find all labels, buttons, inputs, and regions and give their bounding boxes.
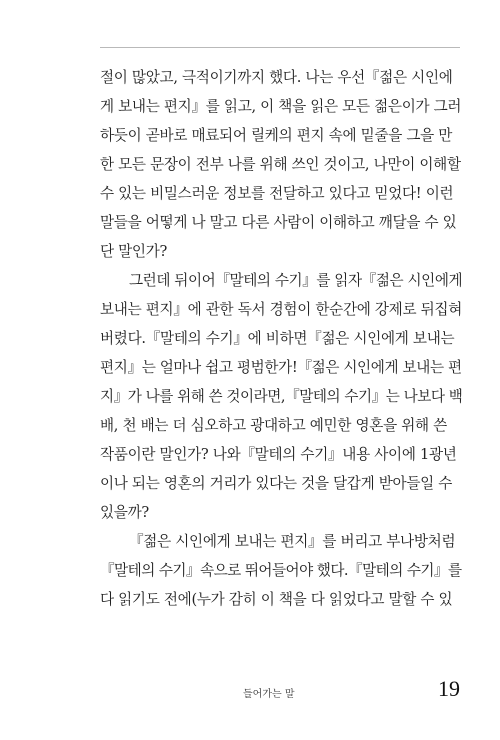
text-line: 수 있는 비밀스러운 정보를 전달하고 있다고 믿었다! 이런 [100, 185, 454, 202]
text-line: 말들을 어떻게 나 말고 다른 사람이 이해하고 깨달을 수 있 [100, 214, 457, 231]
text-line: 다 읽기도 전에(누가 감히 이 책을 다 읽었다고 말할 수 있 [100, 591, 453, 608]
text-line: 배, 천 배는 더 심오하고 광대하고 예민한 영혼을 위해 쓴 [100, 417, 447, 434]
text-line: 하듯이 곧바로 매료되어 릴케의 편지 속에 밑줄을 그을 만 [100, 127, 453, 144]
text-line: 보내는 편지』에 관한 독서 경험이 한순간에 강제로 뒤집혀 [100, 301, 463, 318]
text-line: 『말테의 수기』속으로 뛰어들어야 했다.『말테의 수기』를 [100, 562, 462, 579]
text-line: 있을까? [100, 504, 149, 521]
text-line: 단 말인가? [100, 243, 168, 260]
text-line: 절이 많았고, 극적이기까지 했다. 나는 우선『젊은 시인에 [100, 69, 453, 86]
text-line: 지』가 나를 위해 쓴 것이라면,『말테의 수기』는 나보다 백 [100, 388, 463, 405]
running-footer-title: 들어가는 말 [243, 689, 295, 700]
text-line: 게 보내는 편지』를 읽고, 이 책을 읽은 모든 젊은이가 그러 [100, 98, 462, 115]
text-line: 한 모든 문장이 전부 나를 위해 쓰인 것이고, 나만이 이해할 [100, 156, 461, 173]
body-text [100, 63, 462, 614]
text-line: 『젊은 시인에게 보내는 편지』를 버리고 부나방처럼 [129, 533, 456, 550]
header-rule [100, 47, 460, 48]
paragraph-1 [100, 63, 462, 266]
paragraph-2 [100, 266, 462, 527]
text-line: 편지』는 얼마나 쉽고 평범한가!『젊은 시인에게 보내는 편 [100, 359, 462, 376]
page-number: 19 [438, 676, 460, 701]
text-line: 이나 되는 영혼의 거리가 있다는 것을 달갑게 받아들일 수 [100, 475, 453, 492]
paragraph-3 [100, 527, 462, 614]
text-line: 그런데 뒤이어『말테의 수기』를 읽자『젊은 시인에게 [129, 272, 463, 289]
text-line: 버렸다.『말테의 수기』에 비하면『젊은 시인에게 보내는 [100, 330, 455, 347]
text-line: 작품이란 말인가? 나와『말테의 수기』내용 사이에 1광년 [100, 446, 457, 463]
